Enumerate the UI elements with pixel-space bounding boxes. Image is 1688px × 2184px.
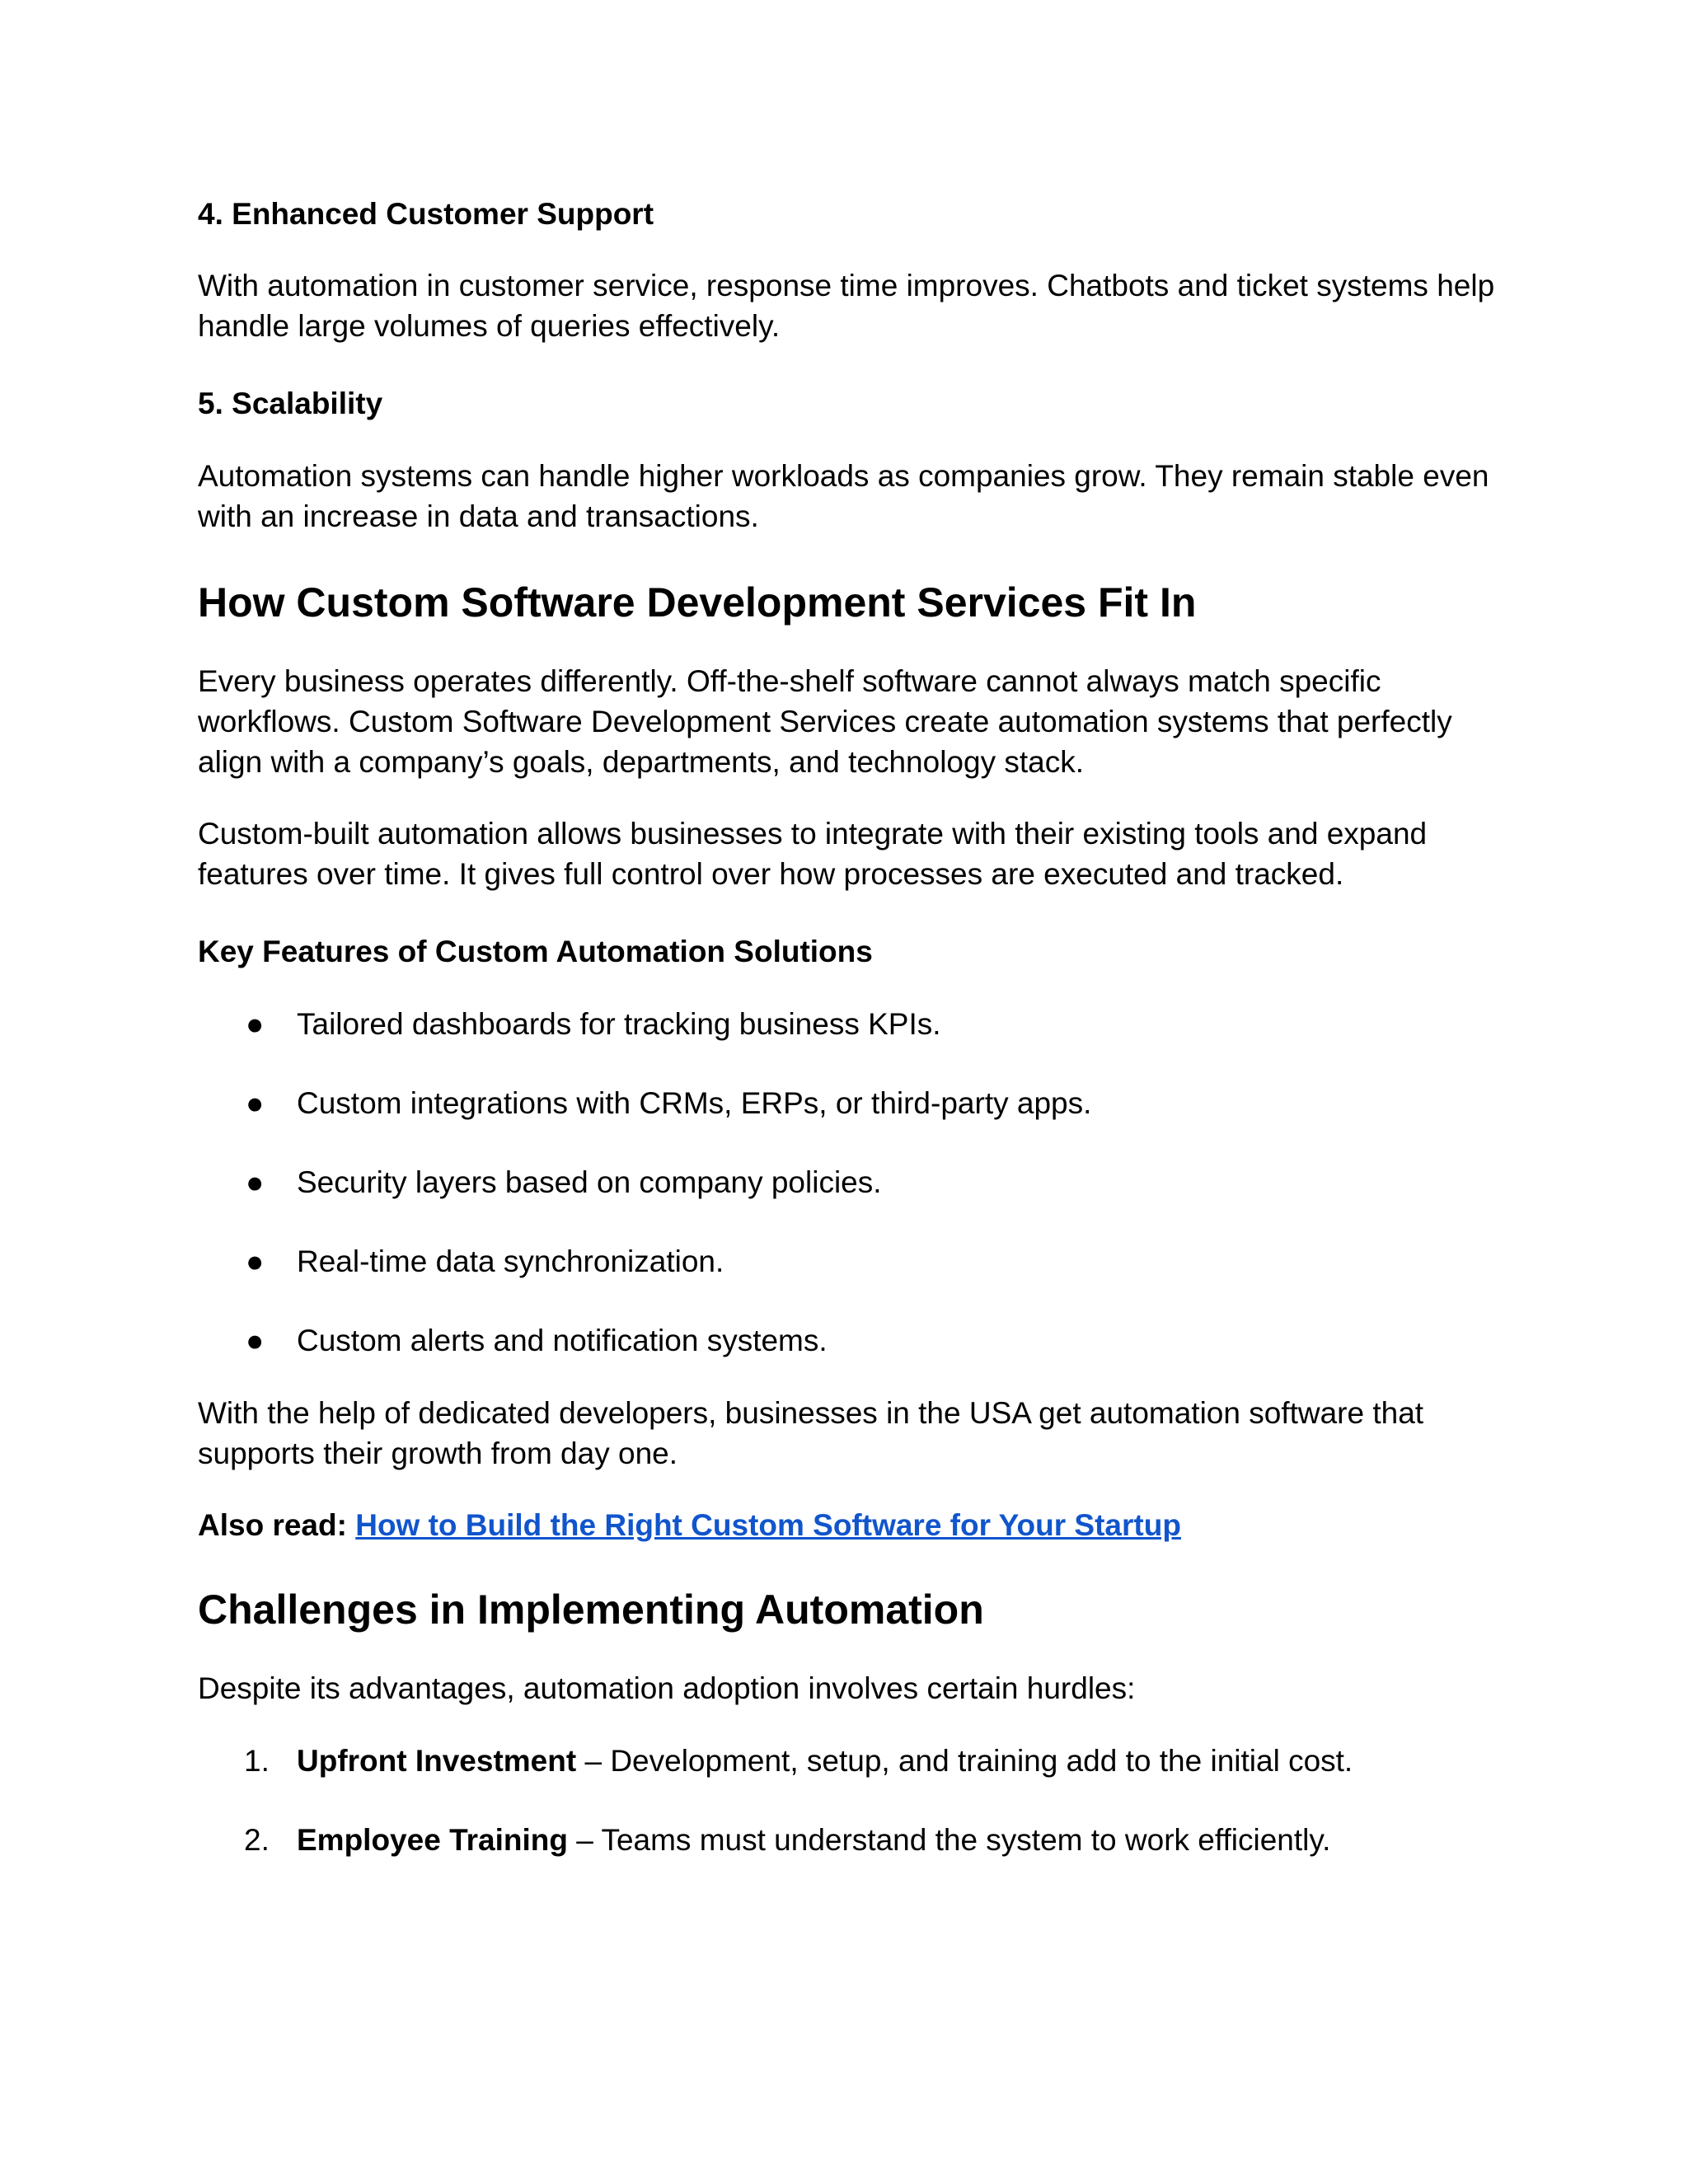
item-term: Employee Training	[297, 1823, 568, 1857]
item-term: Upfront Investment	[297, 1744, 577, 1778]
heading-key-features: Key Features of Custom Automation Solutions	[198, 935, 873, 968]
list-item-text: Tailored dashboards for tracking business KPIs.	[297, 1007, 941, 1041]
bullet-icon: ●	[246, 1324, 265, 1357]
list-item-text: Custom integrations with CRMs, ERPs, or third-party apps.	[297, 1086, 1092, 1120]
list-item-text: Real-time data synchronization.	[297, 1244, 724, 1278]
heading-custom-software: How Custom Software Development Services Fit In	[198, 579, 1197, 626]
also-read-label: Also read:	[198, 1508, 347, 1542]
item-number: 1.	[244, 1744, 270, 1778]
numbered-item-text	[297, 1741, 1353, 1781]
heading-challenges: Challenges in Implementing Automation	[198, 1586, 984, 1633]
bullet-icon: ●	[246, 1086, 265, 1120]
item-description: – Development, setup, and training add to the initial cost.	[576, 1744, 1353, 1778]
list-item-text: Security layers based on company policies.	[297, 1165, 882, 1199]
bullet-icon: ●	[246, 1244, 265, 1278]
paragraph-custom-2: Custom-built automation allows businesses to integrate with their existing tools and expand features over time. It gives full control over how processes are executed and tracked.	[198, 817, 1428, 891]
numbered-item-text	[297, 1820, 1330, 1860]
section-heading-scalability: 5. Scalability	[198, 387, 383, 420]
bullet-icon: ●	[246, 1165, 265, 1199]
item-description: – Teams must understand the system to work efficiently.	[567, 1823, 1331, 1857]
also-read	[198, 1505, 1500, 1545]
also-read-link[interactable]: How to Build the Right Custom Software for Your Startup	[355, 1508, 1181, 1542]
section-heading-customer-support: 4. Enhanced Customer Support	[198, 197, 654, 231]
bullet-icon: ●	[246, 1007, 265, 1041]
list-item-text: Custom alerts and notification systems.	[297, 1324, 828, 1357]
section-body-customer-support: With automation in customer service, response time improves. Chatbots and ticket systems help handle large volumes of queries effectively.	[198, 269, 1495, 343]
section-body-scalability: Automation systems can handle higher workloads as companies grow. They remain stable even with an increase in data and transactions.	[198, 459, 1489, 533]
paragraph-challenges-intro: Despite its advantages, automation adoption involves certain hurdles:	[198, 1671, 1136, 1705]
paragraph-closing: With the help of dedicated developers, businesses in the USA get automation software that supports their growth from day one.	[198, 1396, 1424, 1470]
paragraph-custom-1: Every business operates differently. Off-the-shelf software cannot always match specific workflows. Custom Software Development Services create automation systems that perfectly align with a company’s goals, departments, and technology stack.	[198, 664, 1452, 779]
item-number: 2.	[244, 1823, 270, 1857]
